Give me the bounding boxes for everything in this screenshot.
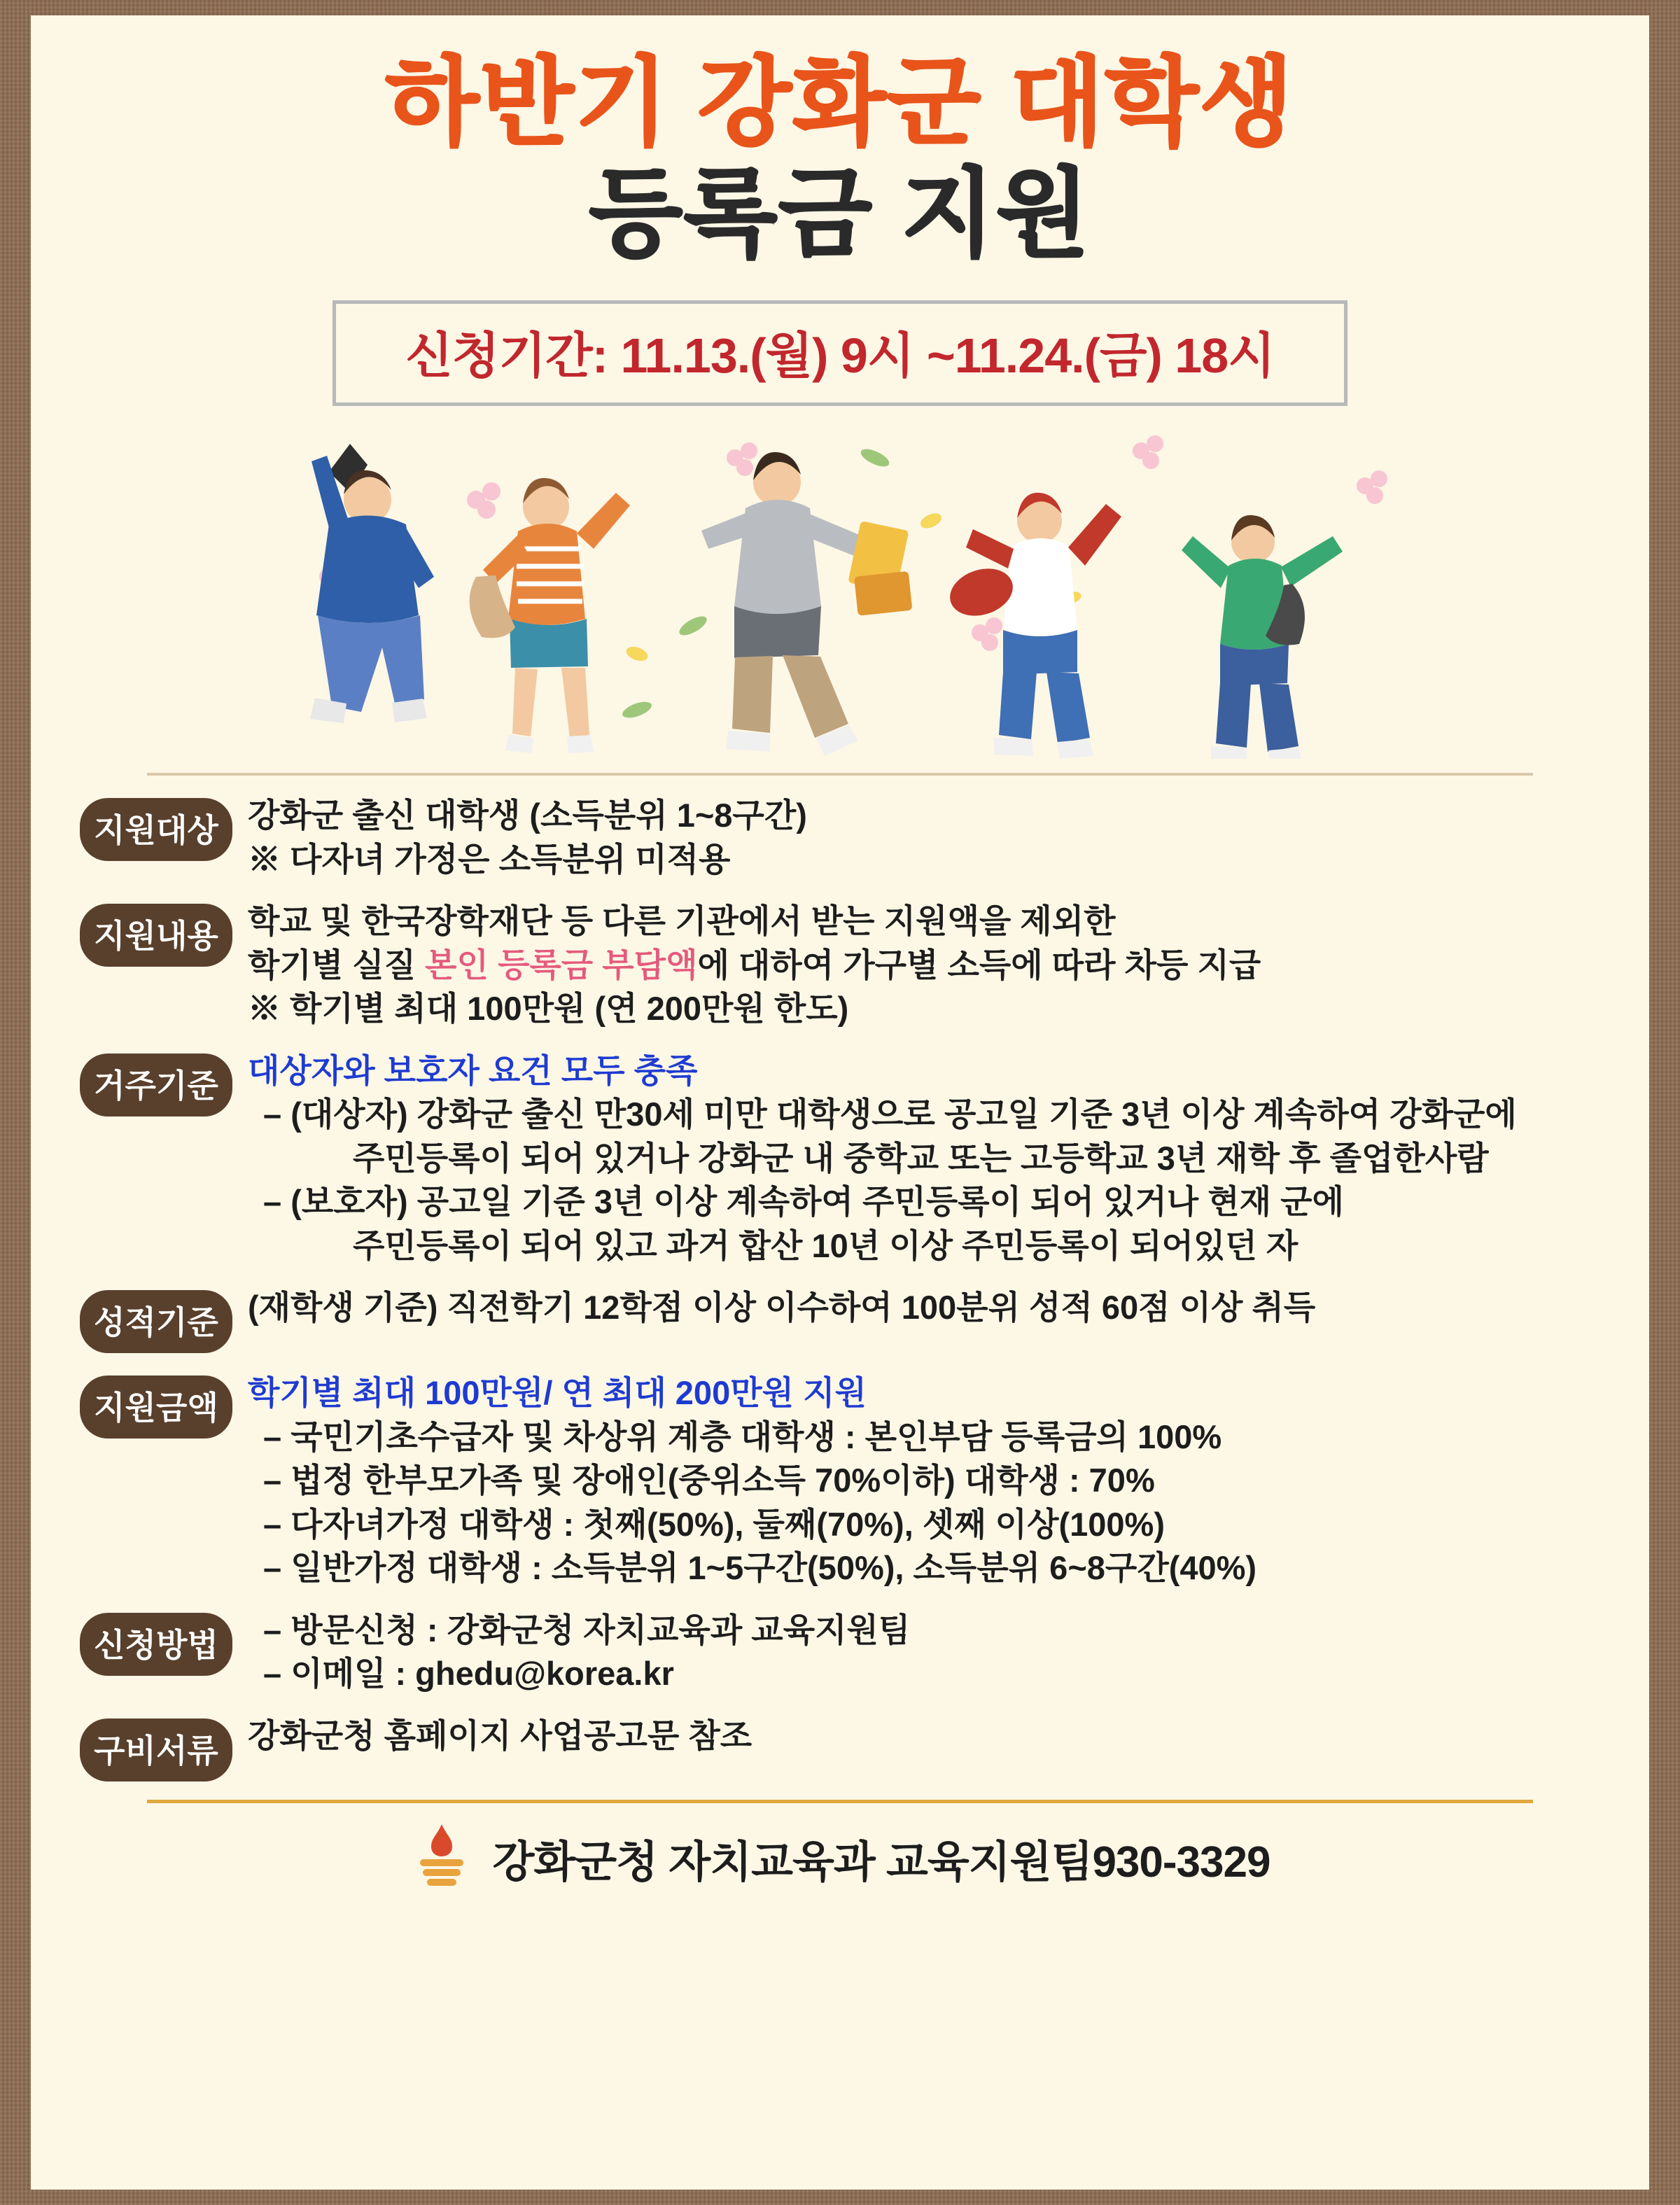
section-support-target — [80, 794, 1600, 881]
poster-page — [31, 15, 1649, 2190]
body-line: ※ 다자녀 가정은 소득분위 미적용 — [248, 840, 731, 878]
body-line: 학기별 실질 본인 등록금 부담액에 대하여 가구별 소득에 따라 차등 지급 — [248, 946, 1261, 983]
page-title — [80, 15, 1600, 271]
section-body — [248, 899, 1600, 1031]
application-period-box — [332, 300, 1348, 406]
body-line: 강화군청 홈페이지 사업공고문 참조 — [248, 1716, 752, 1754]
body-line: – 다자녀가정 대학생 : 첫째(50%), 둘째(70%), 셋째 이상(100%) — [263, 1505, 1165, 1543]
section-body — [248, 794, 1600, 881]
body-line-email[interactable]: – 이메일 : ghedu@korea.kr — [263, 1655, 674, 1693]
body-line: 학기별 최대 100만원/ 연 최대 200만원 지원 — [248, 1374, 867, 1412]
footer-contact-text: 강화군청 자치교육과 교육지원팀930-3329 — [492, 1837, 1270, 1886]
section-tag: 성적기준 — [80, 1290, 232, 1353]
application-period-text: 신청기간: 11.13.(월) 9시 ~11.24.(금) 18시 — [405, 328, 1275, 384]
body-line: 주민등록이 되어 있고 과거 합산 10년 이상 주민등록이 되어있던 자 — [353, 1226, 1298, 1264]
footer — [80, 1823, 1600, 1893]
section-body — [248, 1609, 1600, 1696]
section-tag: 지원대상 — [80, 798, 232, 861]
title-line-1: 하반기 강화군 대학생 — [385, 49, 1295, 157]
students-illustration — [80, 416, 1600, 766]
body-line: – 일반가정 대학생 : 소득분위 1~5구간(50%), 소득분위 6~8구간(40%) — [263, 1549, 1257, 1587]
section-required-documents — [80, 1714, 1600, 1782]
section-body — [248, 1371, 1600, 1590]
body-line: 강화군 출신 대학생 (소득분위 1~8구간) — [248, 797, 807, 834]
section-tag: 구비서류 — [80, 1718, 232, 1782]
section-body — [248, 1714, 1600, 1758]
jumping-students-graphic — [245, 416, 1435, 759]
body-line: 학교 및 한국장학재단 등 다른 기관에서 받는 지원액을 제외한 — [248, 902, 1116, 940]
body-line: ※ 학기별 최대 100만원 (연 200만원 한도) — [248, 990, 849, 1028]
section-how-to-apply — [80, 1609, 1600, 1696]
flame-emblem-icon — [410, 1823, 473, 1893]
section-body — [248, 1286, 1600, 1330]
body-line: – (대상자) 강화군 출신 만30세 미만 대학생으로 공고일 기준 3년 이상 계속하여 강화군에 — [263, 1096, 1517, 1133]
section-tag: 신청방법 — [80, 1613, 232, 1676]
section-body — [248, 1049, 1600, 1268]
body-line: – 방문신청 : 강화군청 자치교육과 교육지원팀 — [263, 1611, 911, 1648]
section-tag: 지원내용 — [80, 904, 232, 967]
section-tag: 지원금액 — [80, 1376, 232, 1438]
body-line: – 국민기초수급자 및 차상위 계층 대학생 : 본인부담 등록금의 100% — [263, 1418, 1222, 1455]
section-residency-criteria — [80, 1049, 1600, 1268]
body-line: (재학생 기준) 직전학기 12학점 이상 이수하여 100분위 성적 60점 이상 취득 — [248, 1289, 1316, 1326]
body-line: – 법정 한부모가족 및 장애인(중위소득 70%이하) 대학생 : 70% — [263, 1462, 1155, 1499]
title-line-2: 등록금 지원 — [589, 160, 1091, 268]
section-support-amount — [80, 1371, 1600, 1590]
body-line: 주민등록이 되어 있거나 강화군 내 중학교 또는 고등학교 3년 재학 후 졸업한사람 — [353, 1139, 1489, 1177]
footer-divider — [147, 1800, 1533, 1803]
highlight-own-tuition: 본인 등록금 부담액 — [425, 946, 698, 983]
section-tag: 거주기준 — [80, 1054, 232, 1116]
section-grade-criteria — [80, 1286, 1600, 1353]
section-support-content — [80, 899, 1600, 1031]
body-line: 대상자와 보호자 요건 모두 충족 — [248, 1051, 698, 1089]
body-line: – (보호자) 공고일 기준 3년 이상 계속하여 주민등록이 되어 있거나 현재 군에 — [263, 1183, 1344, 1221]
content-divider — [147, 773, 1533, 776]
